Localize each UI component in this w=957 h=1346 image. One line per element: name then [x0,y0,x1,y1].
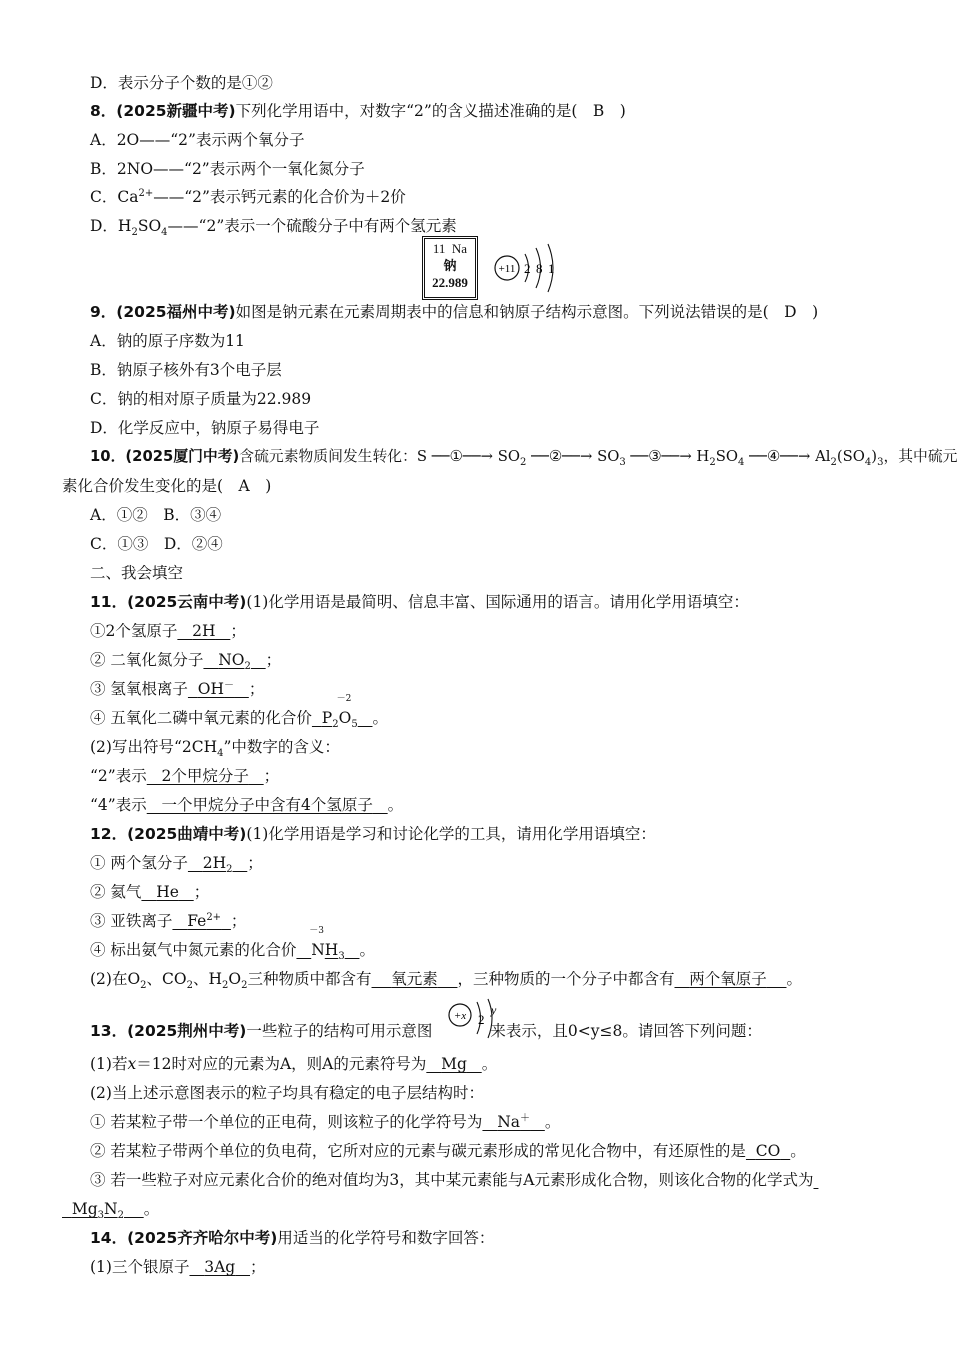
q13-case-2: ② 若某粒子带两个单位的负电荷，它所对应的元素与碳元素形成的常见化合物中，有还原性的是 CO 。 [90,1142,806,1160]
q11-item-2: ② 二氧化氮分子 $NO_2$ ； [90,651,282,673]
q8-option-b: B．2NO——“2”表示两个一氧化氮分子 [90,160,365,178]
atomic-number: 11 [432,241,446,256]
q11-part2: (2)写出符号“$2CH_4$”中数字的含义： [90,738,340,760]
q12-item-4: ④ 标出氨气中氮元素的化合价 －3 $NH_3$ 。 [90,926,375,963]
q12-stem: 12．(2025曲靖中考)(1)化学用语是学习和讨论化学的工具，请用化学用语填空： [90,825,656,843]
q9-option-a: A．钠的原子序数为11 [90,332,245,350]
element-symbol: Na [451,241,468,256]
shell-electrons-1: 2 [478,1012,485,1027]
q9-option-b: B．钠原子核外有3个电子层 [90,361,282,379]
nucleus-charge: +x [453,1010,467,1022]
element-name: 钠 [443,258,457,273]
shell-electrons-3: 1 [548,261,555,276]
q8-text: 下列化学用语中，对数字“2”的含义描述准确的是( B ) [235,102,626,120]
q13-case-3: ③ 若一些粒子对应元素化合价的绝对值均为3，其中某元素能与A元素形成化合物，则该化合物的化学式为 [90,1171,814,1189]
q14-item-1: (1)三个银原子 3Ag ； [90,1258,266,1276]
q10-options-ab: A．①② B．③④ [90,506,222,524]
section-heading: 二、我会填空 [90,564,184,582]
q11-stem: 11．(2025云南中考)(1)化学用语是最简明、信息丰富、国际通用的语言。请用化学用语填空： [90,593,749,611]
q10-options-cd: C．①③ D．②④ [90,535,223,553]
sodium-atom-structure-diagram [492,240,572,296]
q8-stem [90,100,626,122]
q11-item-4: ④ 五氧化二磷中氧元素的化合价 $P_2$ －2 $O_5$ 。 [90,694,388,731]
q11-meaning-4: “4”表示 一个甲烷分子中含有4个氢原子 。 [90,796,404,814]
q8-number: 8． [90,102,117,120]
shell-electrons-1: 2 [524,261,531,276]
q13-part1: (1)若x＝12时对应的元素为A，则A的元素符号为 Mg 。 [90,1055,498,1073]
q11-item-1: ①2个氢原子 2H ； [90,622,246,640]
q9-option-c: C．钠的相对原子质量为22.989 [90,390,312,408]
q13-case-3-answer: $Mg_3N_2$ 。 [71,1200,160,1222]
q12-item-2: ② 氦气 He ； [90,883,210,901]
q11-meaning-2: “2”表示 2个甲烷分子 ； [90,767,280,785]
shell-electrons-2: y [491,1003,497,1017]
q8-source: (2025新疆中考) [116,102,236,120]
shell-electrons-2: 8 [536,261,543,276]
q8-option-d: D．$H_2SO_4——“2$”表示一个硫酸分子中有两个氢元素 [90,217,457,239]
q13-stem: 13．(2025荆州中考)一些粒子的结构可用示意图 来表示，且0<y≤8。请回答下列问题： [90,1022,762,1040]
q9-option-d: D．化学反应中，钠原子易得电子 [90,419,320,437]
q8-option-c: C．$Ca^{2+}——“2$”表示钙元素的化合价为＋2价 [90,187,406,206]
q13-case-1: ① 若某粒子带一个单位的正电荷，则该粒子的化学符号为 Na＋ 。 [90,1112,561,1131]
q14-stem: 14．(2025齐齐哈尔中考)用适当的化学符号和数字回答： [90,1229,495,1247]
q7-option-d: D．表示分子个数的是①② [90,74,273,92]
q10-stem-line2: 素化合价发生变化的是( A ) [62,477,272,495]
q13-part2: (2)当上述示意图表示的粒子均具有稳定的电子层结构时： [90,1084,484,1102]
q11-item-3: ③ 氢氧根离子 OH－ ； [90,679,265,698]
q8-option-a: A．2O——“2”表示两个氧分子 [90,131,305,149]
q10-stem: 10．(2025厦门中考)含硫元素物质间发生转化：S ──①──→ $SO_2$ ──②──→ $SO_3$ ──③──→ $H_2SO_4$ ──④──→ $Al_2(SO_4)_3$，其中硫元 [90,448,957,468]
sodium-periodic-table-card [424,238,476,298]
answer: 2H [192,622,216,640]
q9-stem: 9．(2025福州中考)如图是钠元素在元素周期表中的信息和钠原子结构示意图。下列说法错误的是( D ) [90,303,819,321]
atomic-mass: 22.989 [432,275,468,290]
q12-item-3: ③ 亚铁离子 $Fe^{2+}$ ； [90,911,247,930]
nucleus-charge: +11 [498,263,516,275]
q12-item-1: ① 两个氢分子 $2H_2$ ； [90,854,263,876]
q12-part2: (2)在$O_2$、$CO_2$、$H_2O_2$三种物质中都含有 氧元素 ，三种物质的一个分子中都含有 两个氧原子 。 [90,970,803,992]
